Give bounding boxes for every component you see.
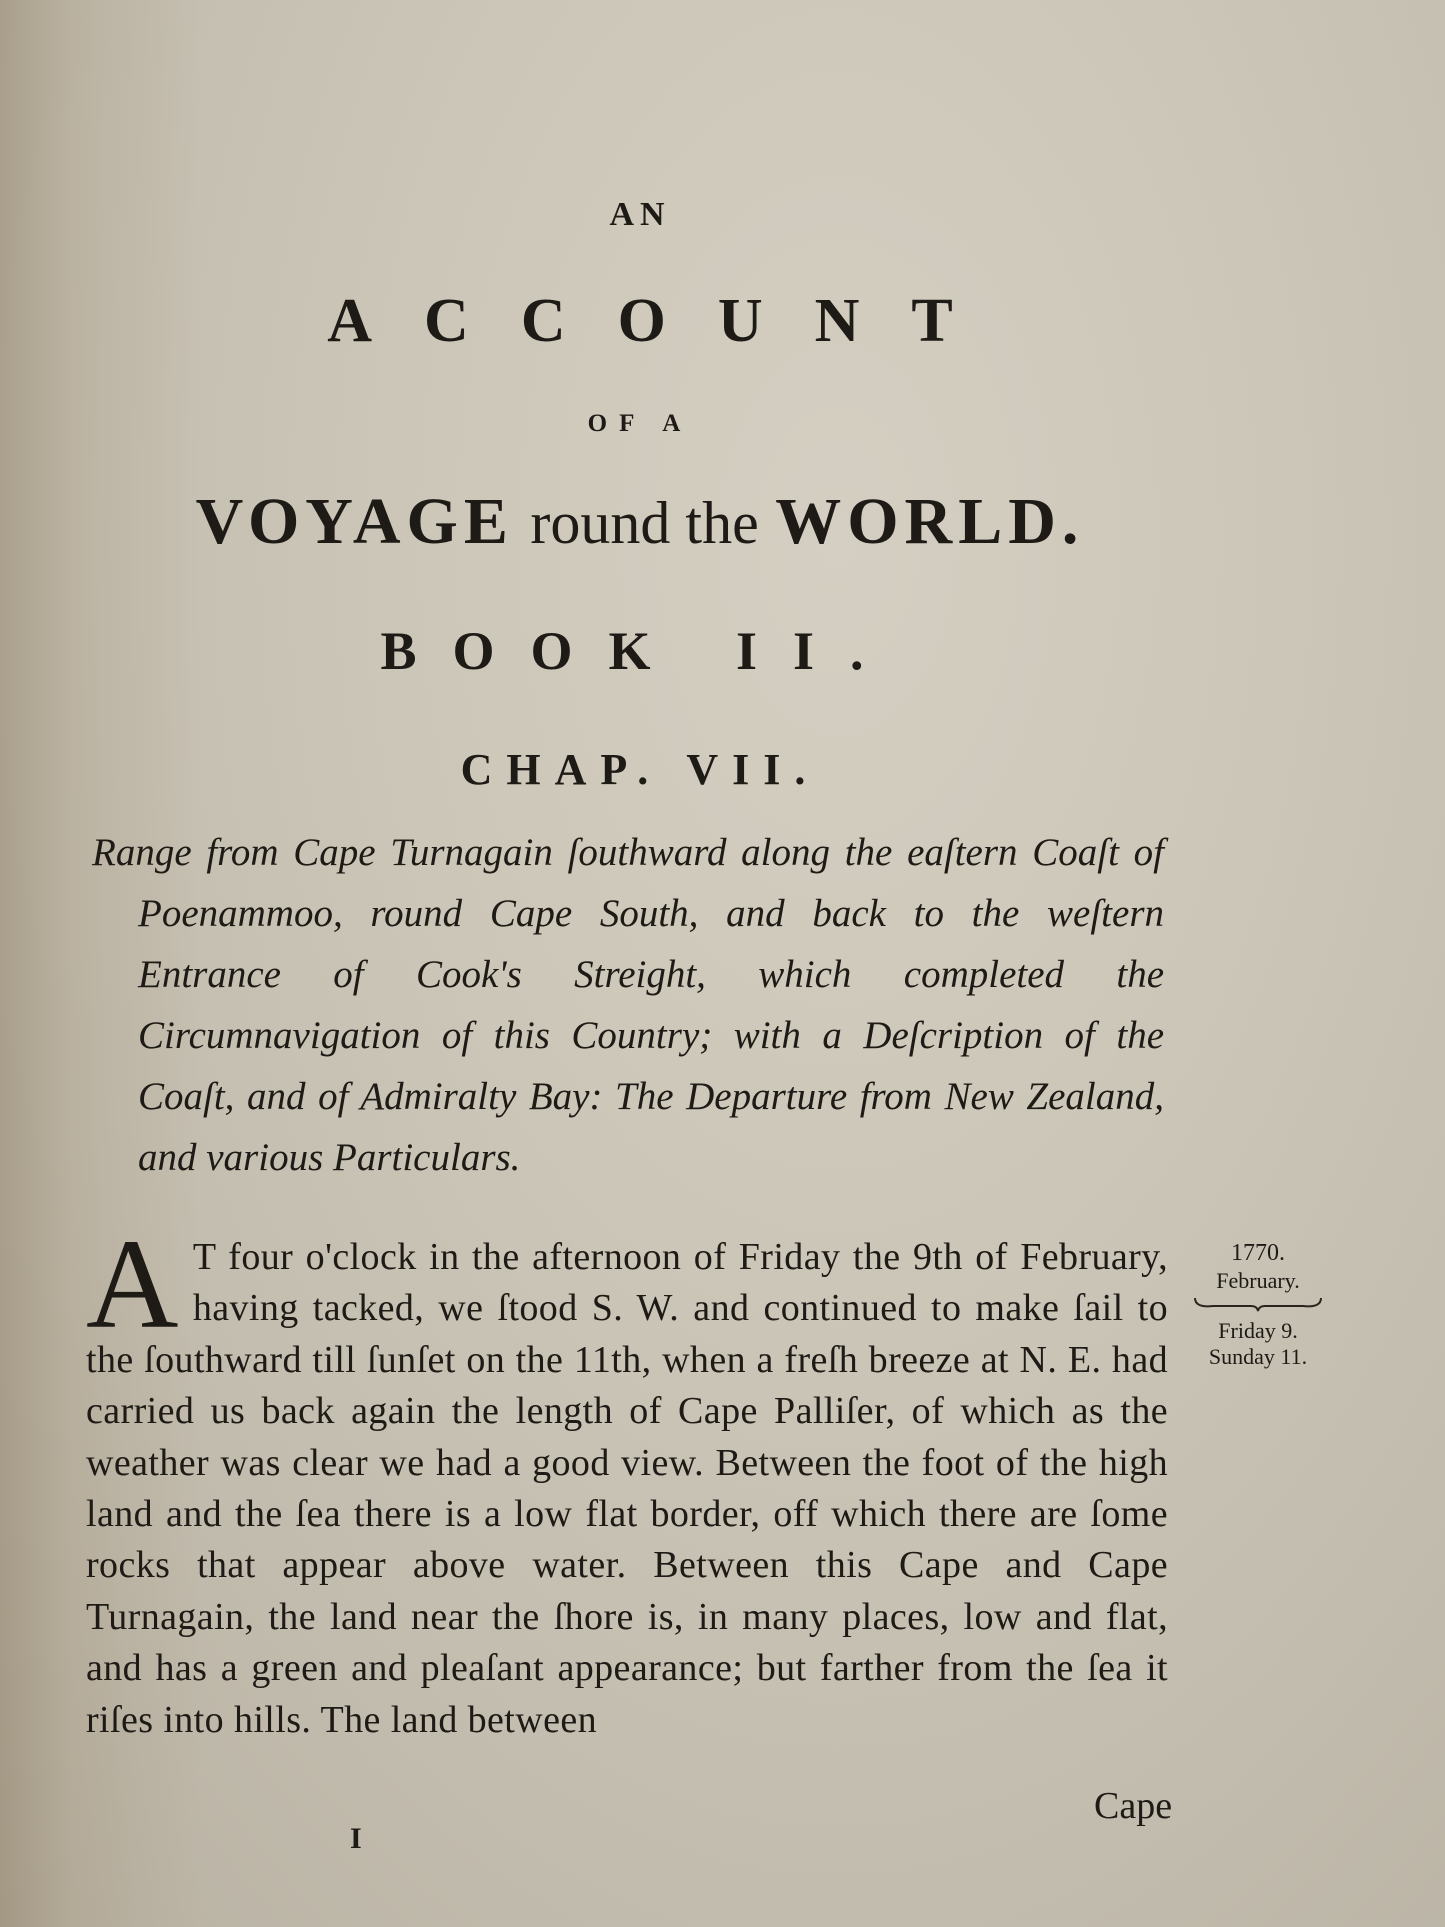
catchword: Cape — [1094, 1785, 1173, 1827]
summary-first-line: Range from Cape Turnagain ſouthward along the eaſtern — [92, 831, 1018, 874]
margin-year: 1770. — [1231, 1240, 1285, 1266]
title-round-the: round the — [530, 490, 759, 556]
margin-day-sunday: Sunday 11. — [1208, 1344, 1308, 1369]
margin-date-note — [1180, 1240, 1336, 1370]
brace-icon — [1193, 1296, 1323, 1312]
margin-day-friday: Friday 9. — [1218, 1318, 1298, 1343]
title-world: WORLD. — [775, 485, 1085, 558]
title-an: AN — [609, 196, 671, 233]
chapter-summary — [92, 822, 1164, 1188]
chapter-heading: CHAP. VII. — [460, 745, 820, 794]
drop-cap: A — [86, 1213, 179, 1355]
margin-month: February. — [1216, 1268, 1300, 1293]
title-account: ACCOUNT — [327, 287, 1005, 355]
title-of-a: OF A — [587, 410, 693, 437]
body-paragraph — [86, 1213, 1168, 1746]
body-text: T four o'clock in the afternoon of Friday the 9th of February, having tacked, we ſtood S. W. and continued to make ſail to the ſouthward till ſunſet on the 11th, when a freſh breeze at N. E. had carried us back again the length of Cape Palliſer, of which as the weather was clear we had a good view. Between the foot of the high land and the ſea there is a low flat border, off which there are ſome rocks that appear above water. Between this Cape and Cape Turnagain, the land near the ſhore is, in many places, low and flat, and has a green and pleaſant appearance; but farther from the ſea it riſes into hills. The land between — [86, 1236, 1168, 1741]
title-voyage-line — [0, 484, 1280, 560]
summary-continuation: Coaſt of Poenammoo, round Cape South, and back to the weſtern Entrance of Cook's Streight, which completed the Circumnavigation of this Country; with a Deſcription of the Coaſt, and of Admiralty Bay: The Departure from New Zealand, and various Particulars. — [138, 831, 1164, 1179]
book-heading: BOOK II. — [380, 621, 900, 681]
title-voyage: VOYAGE — [195, 485, 514, 558]
signature-mark: I — [350, 1822, 362, 1855]
